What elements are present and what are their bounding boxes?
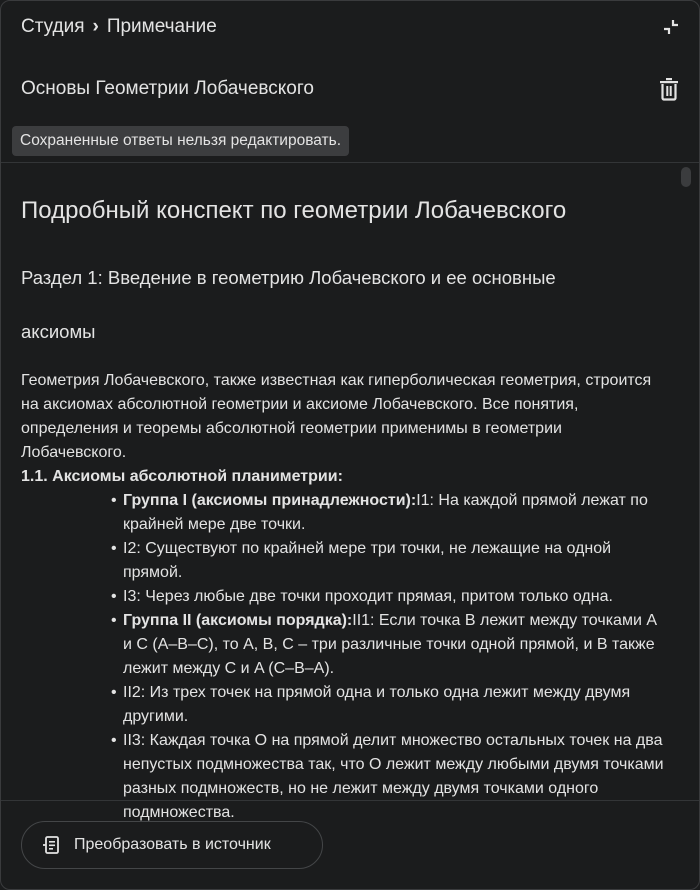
- collapse-button[interactable]: [659, 15, 683, 39]
- convert-button-label: Преобразовать в источник: [74, 836, 271, 853]
- section-heading-line-2: аксиомы: [21, 321, 96, 342]
- breadcrumb-studio-link[interactable]: Студия: [21, 16, 85, 37]
- readonly-tooltip: Сохраненные ответы нельзя редактировать.: [12, 126, 349, 156]
- axiom-text: I2: Существуют по крайней мере три точки, не лежащие на одной прямой.: [123, 540, 612, 581]
- axiom-text: II3: Каждая точка O на прямой делит множество остальных точек на два непустых подмножества так, что O лежит между любыми двумя точками разных подмножеств, но не лежит между двумя точками одного подмножества.: [123, 732, 664, 821]
- group-label: Группа I (аксиомы принадлежности):: [123, 492, 417, 509]
- intro-paragraph: Геометрия Лобачевского, также известная как гиперболическая геометрия, строится на аксиомах абсолютной геометрии и аксиоме Лобачевского. Все понятия, определения и теоремы абсолютной геометрии применимы в геометрии Лобачевского.: [21, 372, 652, 461]
- bottom-action-bar: [1, 801, 699, 889]
- breadcrumb: [1, 1, 699, 53]
- axioms-list: [21, 489, 665, 825]
- axiom-text: I3: Через любые две точки проходит прямая, притом только одна.: [123, 588, 613, 605]
- list-item: [111, 489, 665, 537]
- doc-heading: Подробный конспект по геометрии Лобачевского: [21, 197, 567, 224]
- section-heading: [21, 251, 665, 359]
- breadcrumb-current: Примечание: [106, 16, 217, 37]
- subheading: 1.1. Аксиомы абсолютной планиметрии:: [21, 468, 343, 485]
- note-title: Основы Геометрии Лобачевского: [21, 78, 314, 99]
- list-item: [111, 585, 665, 609]
- collapse-icon: [661, 17, 681, 37]
- chevron-right-icon: ›: [92, 16, 99, 37]
- axiom-text: I1: На каждой прямой лежат по крайней мере две точки.: [123, 492, 648, 533]
- list-item: [111, 537, 665, 585]
- note-title-row: [1, 63, 699, 115]
- note-content[interactable]: [1, 163, 685, 821]
- group-label: Группа II (аксиомы порядка):: [123, 612, 353, 629]
- axiom-text: II2: Из трех точек на прямой одна и только одна лежит между двумя другими.: [123, 684, 631, 725]
- axiom-text: II1: Если точка B лежит между точками A и C (A–B–C), то A, B, C – три различные точки одной прямой, и B также лежит между C и A (C–B–A).: [123, 612, 657, 677]
- section-heading-line-1: Раздел 1: Введение в геометрию Лобачевского и ее основные: [21, 267, 556, 288]
- delete-note-button[interactable]: [655, 75, 683, 103]
- convert-source-icon: [42, 835, 62, 855]
- convert-to-source-button[interactable]: [21, 821, 323, 869]
- trash-icon: [658, 77, 680, 101]
- scrollbar-thumb[interactable]: [681, 167, 691, 187]
- list-item: [111, 681, 665, 729]
- list-item: [111, 609, 665, 681]
